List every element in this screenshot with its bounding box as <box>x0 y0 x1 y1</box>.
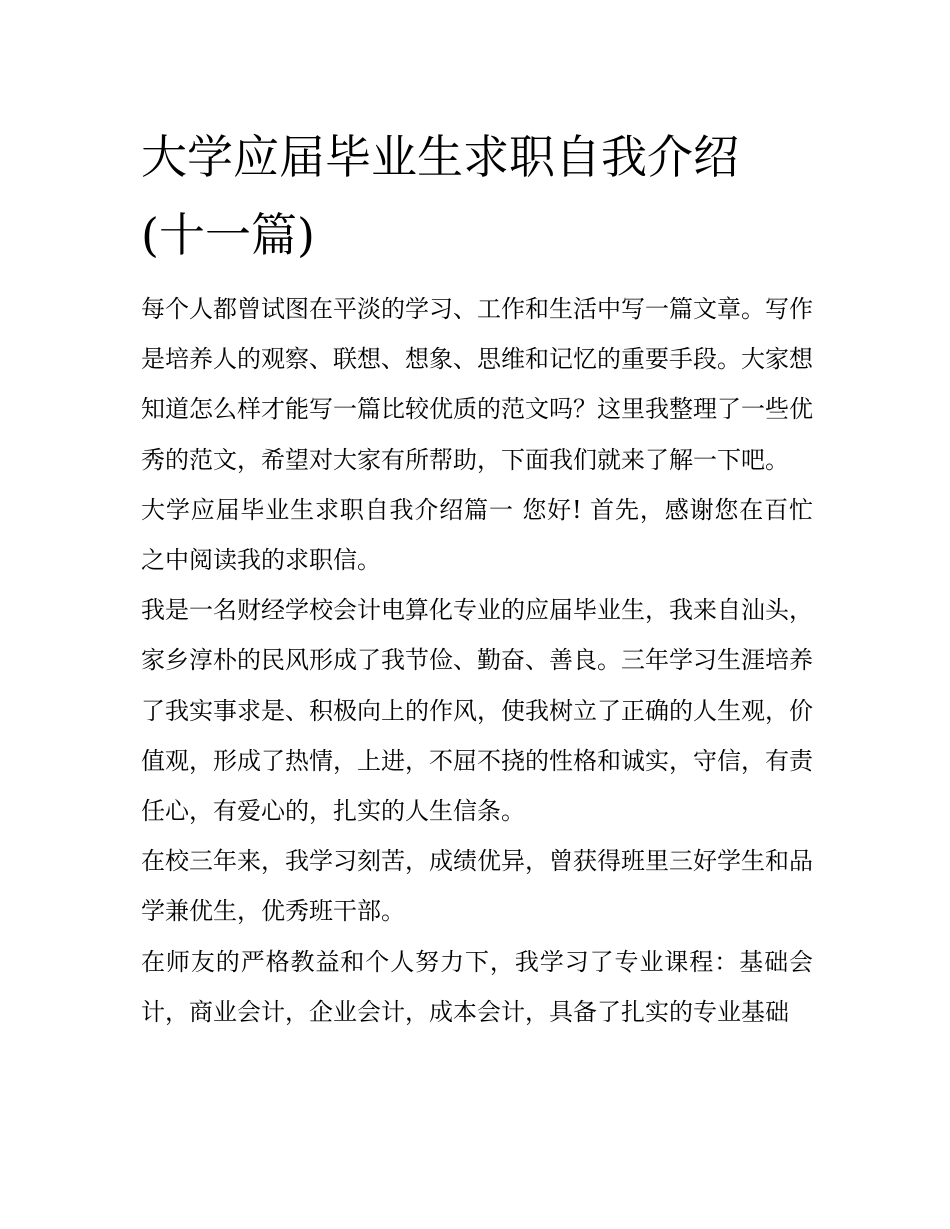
title-line-2: (十一篇) <box>141 208 315 262</box>
paragraph-greeting: 大学应届毕业生求职自我介绍篇一 您好! 首先，感谢您在百忙之中阅读我的求职信。 <box>141 495 813 575</box>
document-body <box>141 118 813 1037</box>
document-title <box>141 118 813 274</box>
paragraph-achievements: 在校三年来，我学习刻苦，成绩优异，曾获得班里三好学生和品学兼优生，优秀班干部。 <box>141 847 813 926</box>
paragraph-background: 我是一名财经学校会计电算化专业的应届毕业生，我来自汕头，家乡淳朴的民风形成了我节俭、勤奋、善良。三年学习生涯培养了我实事求是、积极向上的作风，使我树立了正确的人生观，价值观，形成了热情，上进，不屈不挠的性格和诚实，守信，有责任心，有爱心的，扎实的人生信条。 <box>141 596 813 826</box>
title-line-1: 大学应届毕业生求职自我介绍 <box>141 130 739 184</box>
paragraph-courses: 在师友的严格教益和个人努力下，我学习了专业课程：基础会计，商业会计，企业会计，成本会计，具备了扎实的专业基础 <box>141 947 813 1026</box>
title-spacer <box>141 274 813 284</box>
paragraph-intro: 每个人都曾试图在平淡的学习、工作和生活中写一篇文章。写作是培养人的观察、联想、想象、思维和记忆的重要手段。大家想知道怎么样才能写一篇比较优质的范文吗？这里我整理了一些优秀的范文，希望对大家有所帮助，下面我们就来了解一下吧。 <box>141 295 813 474</box>
